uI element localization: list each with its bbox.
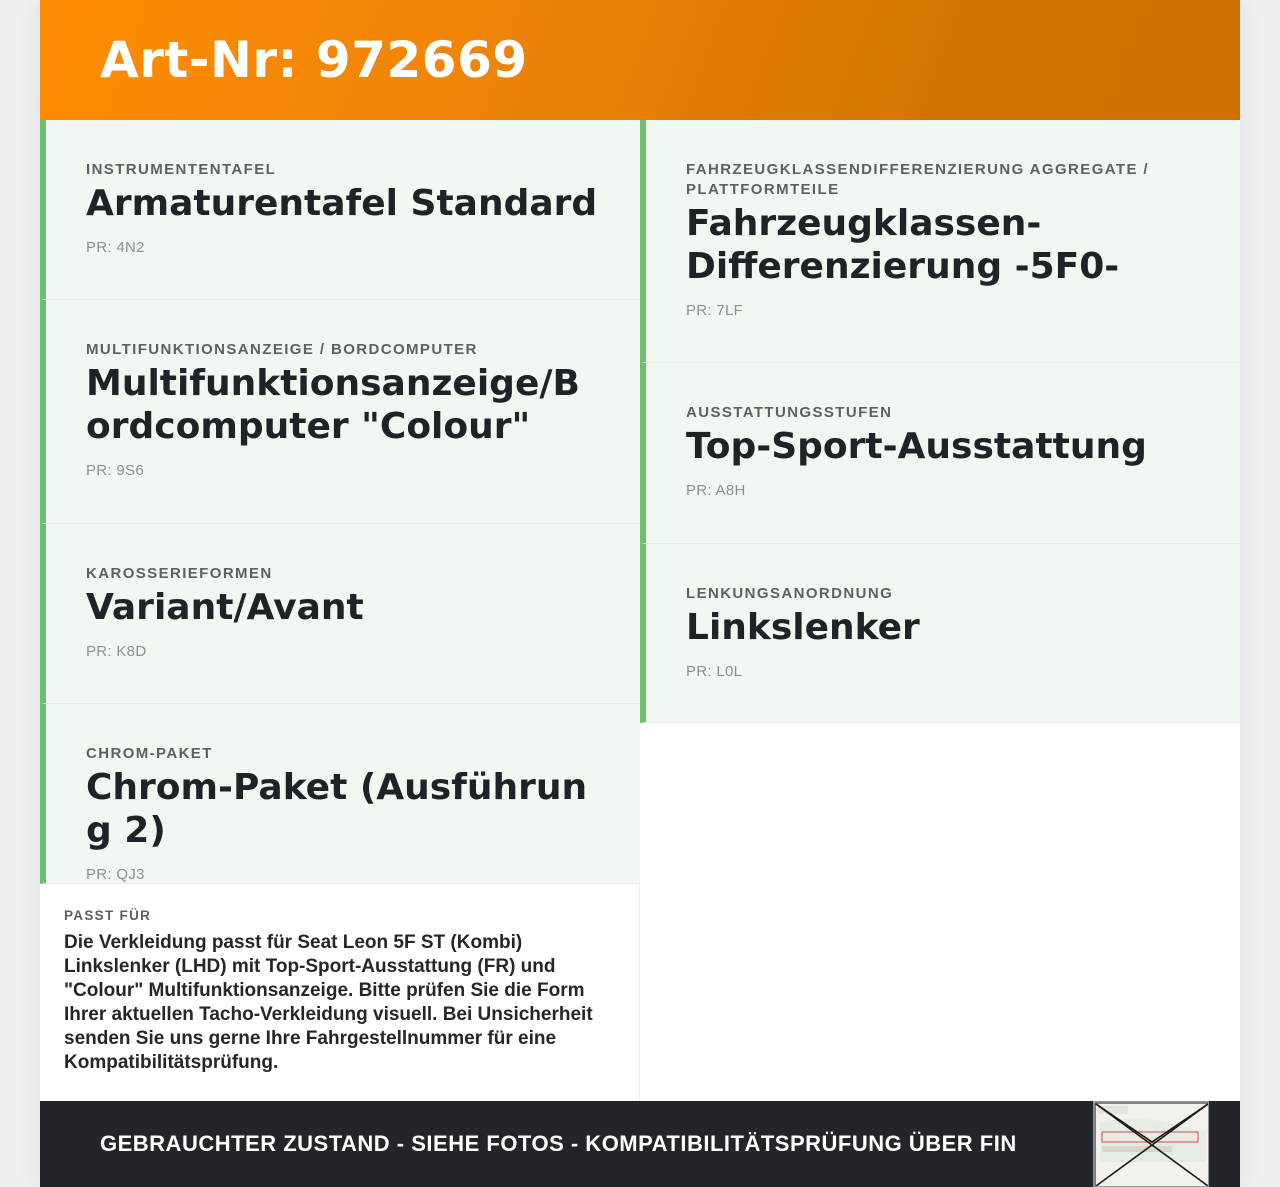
spec-title: Variant/Avant [86,587,364,628]
spec-title: Linkslenker [686,607,920,648]
spec-pr-code: PR: A8H [686,482,746,499]
article-number-title: Art-Nr: 972669 [100,31,528,89]
fitment-text: Die Verkleidung passt für Seat Leon 5F ST (Kombi) Linkslenker (LHD) mit Top-Sport-Ausstattung (FR) und "Colour" Multifunktionsanzeige. Bitte prüfen Sie die Form Ihrer aktuellen Tacho-Verkleidung visuell. Bei Unsicherheit senden Sie uns gerne Ihre Fahrgestellnummer für eine Kompatibilitätsprüfung. [64,932,593,1073]
spec-category: INSTRUMENTENTAFEL [86,161,277,178]
spec-title: Top-Sport-Ausstattung [686,426,1147,467]
spec-card-multifunktionsanzeige [40,300,640,524]
spec-category: FAHRZEUGKLASSENDIFFERENZIERUNG AGGREGATE / PLATTFORMTEILE [686,161,1149,198]
spec-category: LENKUNGSANORDNUNG [686,585,894,602]
spec-category: CHROM-PAKET [86,745,213,762]
spec-card-fahrzeugklasse [640,120,1240,363]
fitment-section [40,884,640,1102]
spec-title: Chrom-Paket (Ausführung 2) [86,767,588,851]
spec-pr-code: PR: 4N2 [86,239,145,256]
fitment-label: PASST FÜR [64,908,152,923]
registration-document-thumbnail[interactable] [1093,1101,1209,1187]
header-banner [40,0,1240,120]
spec-category: MULTIFUNKTIONSANZEIGE / BORDCOMPUTER [86,341,478,358]
spec-title: Multifunktionsanzeige/Bordcomputer "Colour" [86,363,580,447]
condition-note: GEBRAUCHTER ZUSTAND - SIEHE FOTOS - KOMPATIBILITÄTSPRÜFUNG ÜBER FIN [100,1131,1017,1156]
spec-title: Armaturentafel Standard [86,183,598,224]
spec-pr-code: PR: K8D [86,643,147,660]
spec-card-instrumententafel [40,120,640,300]
spec-title: Fahrzeugklassen-Differenzierung -5F0- [686,203,1120,287]
spec-pr-code: PR: L0L [686,663,743,680]
spec-card-ausstattungsstufen [640,363,1240,544]
spec-grid [40,120,1240,1102]
spec-sheet [40,0,1240,1187]
footer-bar [40,1101,1240,1187]
spec-category: AUSSTATTUNGSSTUFEN [686,404,893,421]
spec-pr-code: PR: QJ3 [86,866,145,883]
spec-card-karosserieformen [40,524,640,704]
spec-pr-code: PR: 9S6 [86,462,144,479]
right-column [640,120,1240,1102]
spec-category: KAROSSERIEFORMEN [86,565,273,582]
document-image [1094,1102,1209,1187]
spec-card-chrom-paket [40,704,640,884]
spec-card-lenkungsanordnung [640,544,1240,723]
left-column [40,120,640,1102]
spec-pr-code: PR: 7LF [686,302,744,319]
